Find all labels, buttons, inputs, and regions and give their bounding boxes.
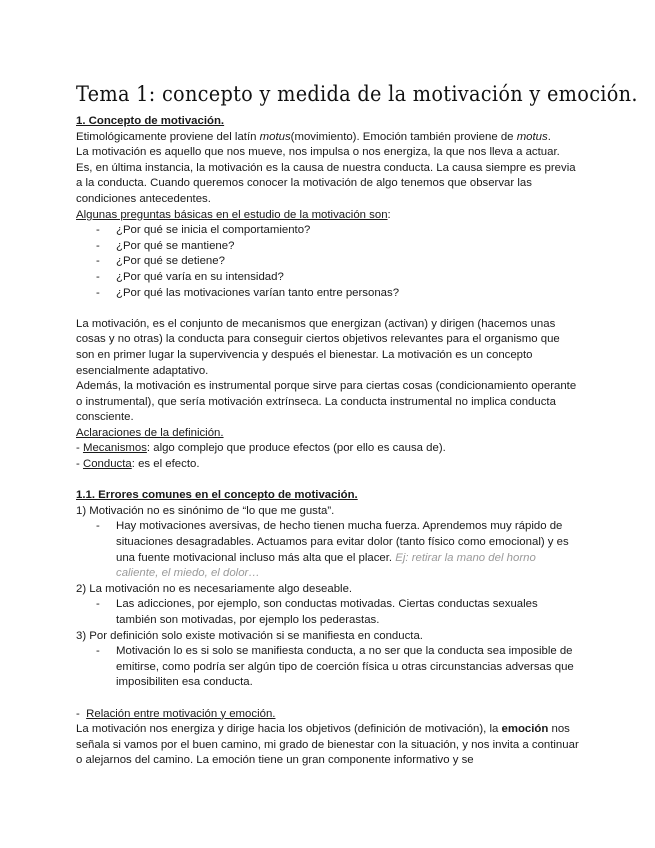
questions-intro: Algunas preguntas básicas en el estudio de la motivación son: — [76, 208, 391, 221]
error-2: 2) La motivación no es necesariamente algo deseable. — [76, 582, 353, 595]
example-text: Ej: retirar la mano del horno caliente, el miedo, el dolor… — [116, 551, 536, 580]
clarification-conducta: - Conducta: es el efecto. — [76, 458, 200, 471]
page-title: Tema 1: concepto y medida de la motivación y emoción. — [76, 82, 638, 106]
section-heading-errores: 1.1. Errores comunes en el concepto de motivación. — [76, 489, 358, 502]
list-item: - ¿Por qué varía en su intensidad? — [76, 270, 581, 286]
list-item: - Motivación lo es si solo se manifiesta conducta, a no ser que la conducta sea imposible de emitirse, como podría ser algún tipo de coerción física u otras circunstancias adversas que imposibiliten esa conducta. — [76, 644, 581, 691]
error-2-list — [76, 597, 581, 628]
document-body — [76, 114, 581, 769]
error-3: 3) Por definición solo existe motivación si se manifiesta en conducta. — [76, 629, 423, 642]
list-item: - Hay motivaciones aversivas, de hecho tienen mucha fuerza. Aprendemos muy rápido de situaciones desagradables. Actuamos para evitar dolor (tanto físico como emocional) y es una fuente motivacional incluso más alta que el placer. Ej: retirar la mano del horno caliente, el miedo, el dolor… — [76, 519, 581, 581]
list-item: - ¿Por qué se inicia el comportamiento? — [76, 223, 581, 239]
list-item: - Las adicciones, por ejemplo, son conductas motivadas. Ciertas conductas sexuales también son motivadas, por ejemplo los pederastas. — [76, 597, 581, 628]
paragraph-etimologia: Etimológicamente proviene del latín motus(movimiento). Emoción también proviene de motus. — [76, 130, 551, 143]
paragraph-instrumental: Además, la motivación es instrumental porque sirve para ciertas cosas (condicionamiento operante o instrumental), que sería motivación extrínseca. La conducta instrumental no implica conducta consciente. — [76, 380, 577, 424]
paragraph-conjunto-mecanismos: La motivación, es el conjunto de mecanismos que energizan (activan) y dirigen (hacemos unas cosas y no otras) la conducta para conseguir ciertos objetivos relevantes para el organismo que son en primer lugar la supervivencia y después el bienestar. La motivación es un concepto esencialmente adaptativo. — [76, 317, 560, 377]
paragraph-causa-conducta: Es, en última instancia, la motivación es la causa de nuestra conducta. La causa siempre es previa a la conducta. Cuando queremos conocer la motivación de algo tenemos que observar las condiciones antecedentes. — [76, 161, 576, 205]
error-1-list — [76, 519, 581, 581]
section-heading-concepto: 1. Concepto de motivación. — [76, 115, 225, 127]
list-item: - ¿Por qué las motivaciones varían tanto entre personas? — [76, 286, 581, 302]
list-item: - ¿Por qué se detiene? — [76, 254, 581, 270]
error-1: 1) Motivación no es sinónimo de “lo que me gusta”. — [76, 504, 335, 517]
list-item: - ¿Por qué se mantiene? — [76, 239, 581, 255]
relation-heading: - Relación entre motivación y emoción. — [76, 707, 276, 720]
questions-list — [76, 223, 581, 301]
clarifications-heading: Aclaraciones de la definición. — [76, 426, 224, 439]
paragraph-definicion-simple: La motivación es aquello que nos mueve, nos impulsa o nos energiza, la que nos lleva a actuar. — [76, 146, 560, 159]
error-3-list — [76, 644, 581, 691]
paragraph-relacion: La motivación nos energiza y dirige hacia los objetivos (definición de motivación), la emoción nos señala si vamos por el buen camino, mi grado de bienestar con la situación, y nos invita a continuar o alejarnos del camino. La emoción tiene un gran componente informativo y se — [76, 723, 579, 767]
clarification-mecanismos: - Mecanismos: algo complejo que produce efectos (por ello es causa de). — [76, 442, 446, 455]
